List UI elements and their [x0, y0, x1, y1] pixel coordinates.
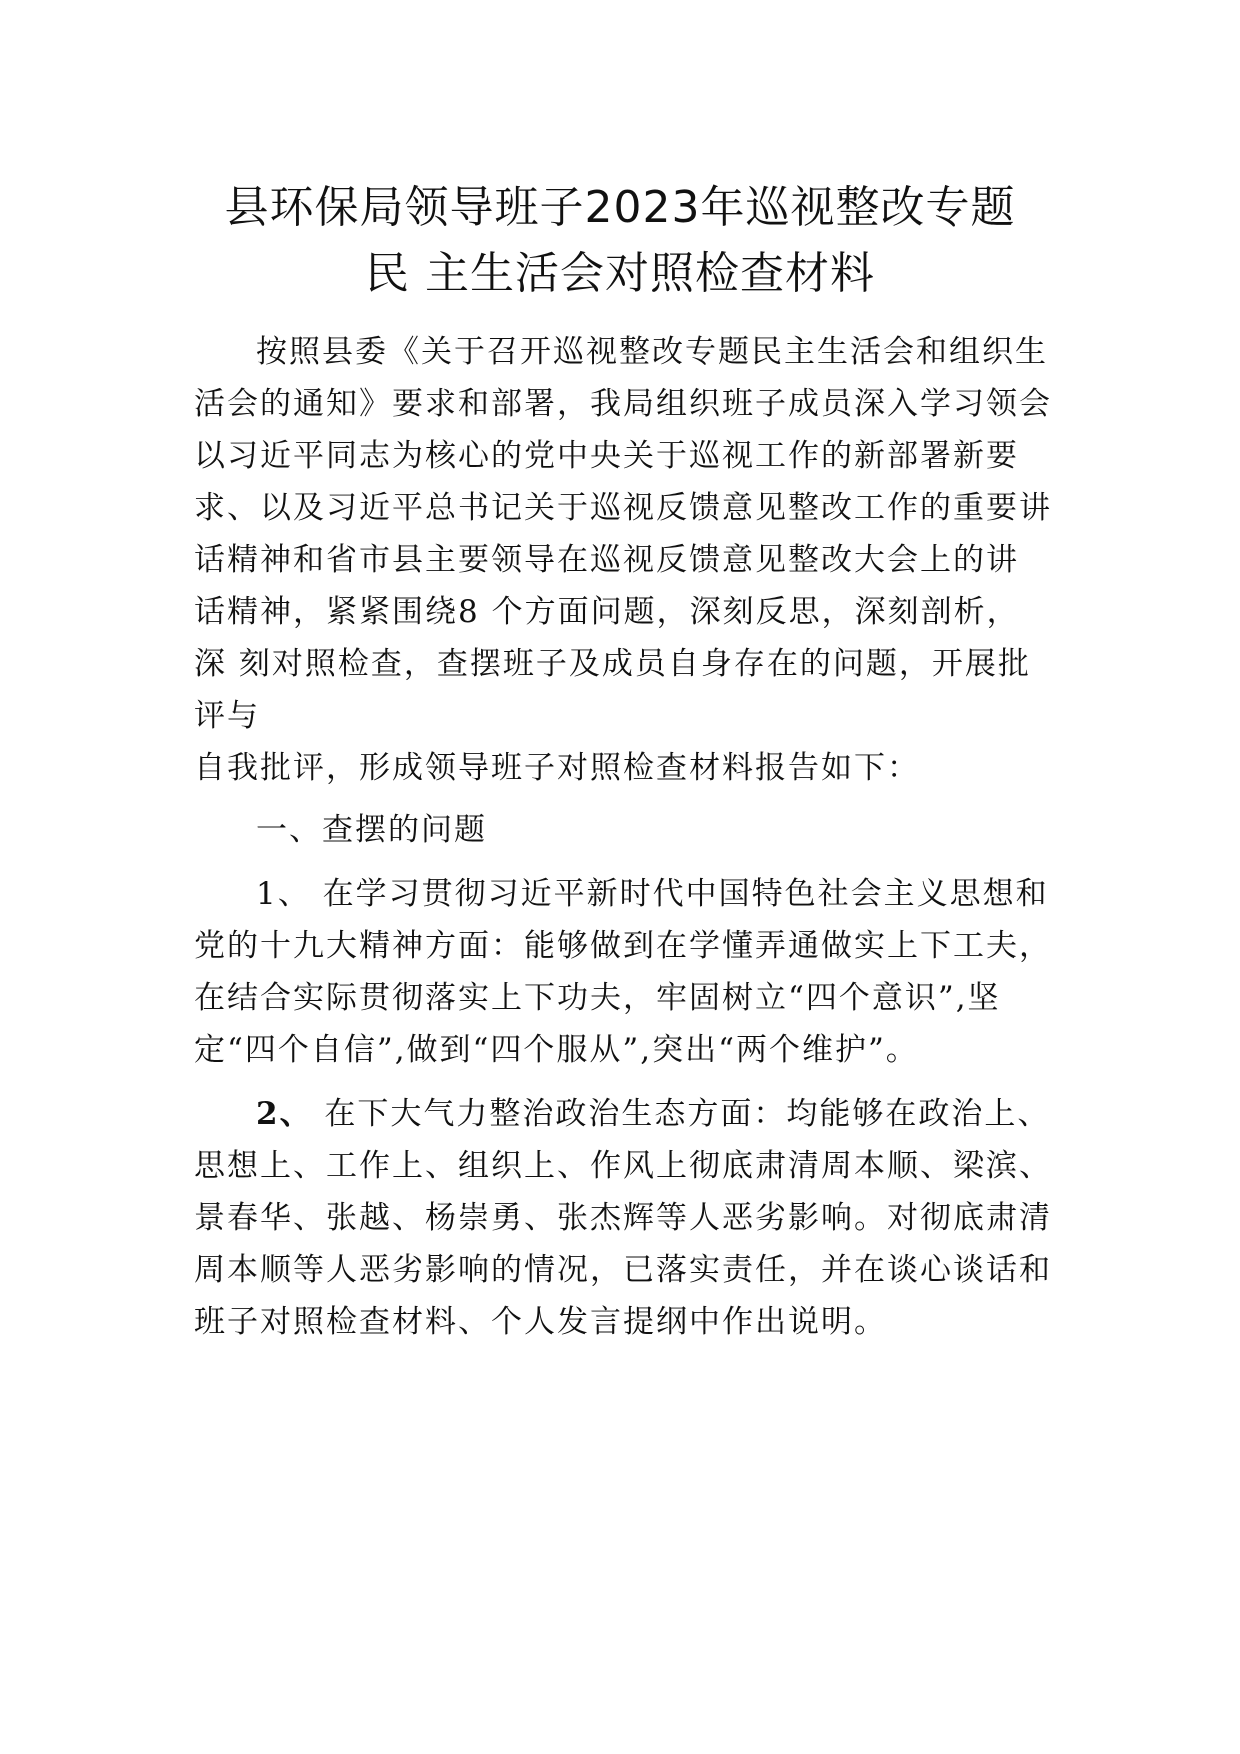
- section-heading: 一、查摆的问题: [256, 812, 487, 848]
- item-2-line: 班子对照检查材料、个人发言提纲中作出说明。: [194, 1304, 887, 1340]
- intro-line: 以习近平同志为核心的党中央关于巡视工作的新部署新要: [194, 438, 1019, 474]
- item-1-line: 党的十九大精神方面：能够做到在学懂弄通做实上下工夫，: [194, 928, 1052, 964]
- intro-line: 深 刻对照检查，查摆班子及成员自身存在的问题，开展批: [194, 646, 1031, 682]
- item-1-line: 1、 在学习贯彻习近平新时代中国特色社会主义思想和: [256, 876, 1049, 912]
- intro-line: 活会的通知》要求和部署，我局组织班子成员深入学习领会: [194, 386, 1052, 422]
- item-2-first-text: 在下大气力整治政治生态方面：均能够在政治上、: [312, 1096, 1051, 1132]
- document-title-line-1: 县环保局领导班子2023年巡视整改专题: [224, 182, 1016, 233]
- intro-line: 按照县委《关于召开巡视整改专题民主生活会和组织生: [256, 334, 1048, 370]
- item-1-line: 定“四个自信”,做到“四个服从”,突出“两个维护”。: [194, 1032, 919, 1068]
- item-2-first-line: [256, 1092, 1050, 1136]
- intro-line: 话精神和省市县主要领导在巡视反馈意见整改大会上的讲: [194, 542, 1019, 578]
- item-2-line: 景春华、张越、杨崇勇、张杰辉等人恶劣影响。对彻底肃清: [194, 1200, 1052, 1236]
- document-title-line-2: 民 主生活会对照检查材料: [365, 248, 875, 299]
- intro-line: 话精神，紧紧围绕8 个方面问题，深刻反思，深刻剖析，: [194, 594, 1020, 630]
- item-2-line: 周本顺等人恶劣影响的情况，已落实责任，并在谈心谈话和: [194, 1252, 1052, 1288]
- item-1-line: 在结合实际贯彻落实上下功夫，牢固树立“四个意识”,坚: [194, 980, 1001, 1016]
- item-2-number: 2、: [256, 1096, 313, 1132]
- intro-line: 求、以及习近平总书记关于巡视反馈意见整改工作的重要讲: [194, 490, 1052, 526]
- intro-line: 评与: [194, 698, 260, 734]
- intro-line: 自我批评，形成领导班子对照检查材料报告如下：: [194, 750, 920, 786]
- item-2-line: 思想上、工作上、组织上、作风上彻底肃清周本顺、梁滨、: [194, 1148, 1052, 1184]
